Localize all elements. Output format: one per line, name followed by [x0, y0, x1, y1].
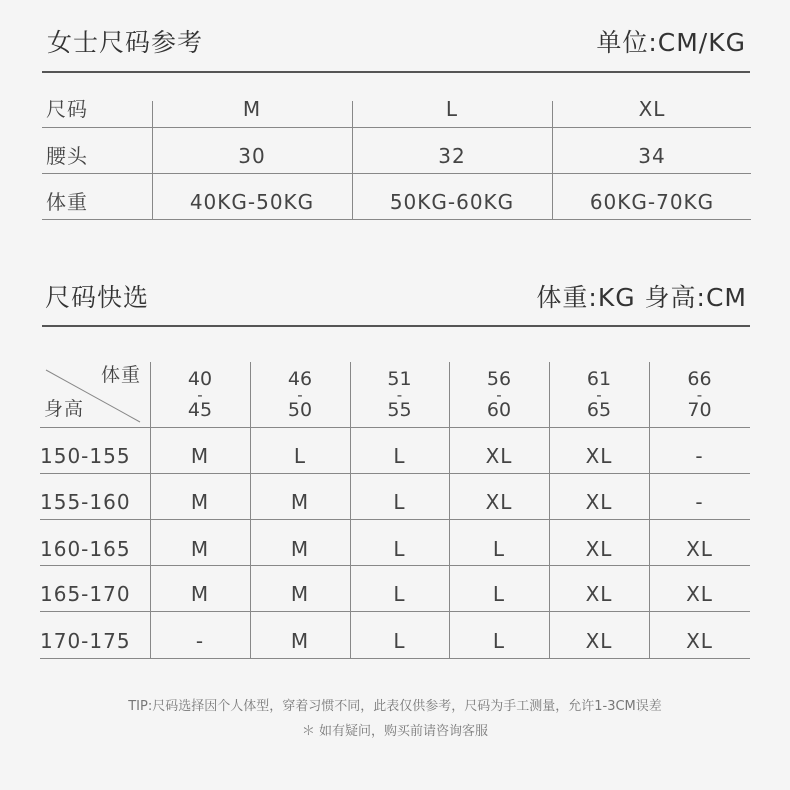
size-cell: L — [393, 490, 406, 514]
table-cell: 30 — [238, 144, 266, 168]
row-label: 腰头 — [46, 144, 88, 168]
column-header: XL — [638, 97, 666, 121]
unit-label: 单位:CM/KG — [596, 28, 746, 57]
table-cell: 40KG-50KG — [189, 190, 315, 214]
size-cell: XL — [585, 537, 613, 561]
table-cell: 50KG-60KG — [389, 190, 515, 214]
column-header: M — [242, 97, 262, 121]
section-divider — [42, 325, 750, 327]
weight-range-header: 51 - 55 — [387, 368, 412, 421]
table-cell: 34 — [638, 144, 666, 168]
size-cell: L — [293, 444, 307, 468]
size-cell: - — [195, 629, 205, 653]
table-cell: 60KG-70KG — [589, 190, 715, 214]
size-cell: L — [492, 629, 506, 653]
size-cell: XL — [585, 444, 613, 468]
size-cell: XL — [485, 444, 513, 468]
row-label: 体重 — [46, 190, 88, 214]
size-cell: L — [393, 629, 406, 653]
size-cell: L — [393, 444, 406, 468]
height-range-label: 165-170 — [40, 582, 131, 606]
size-cell: XL — [485, 490, 513, 514]
section-divider — [42, 71, 750, 73]
column-header: 尺码 — [46, 97, 88, 121]
height-range-label: 155-160 — [40, 490, 131, 514]
size-chart-title: 女士尺码参考 — [47, 28, 204, 57]
height-range-label: 160-165 — [40, 537, 131, 561]
table-cell: 32 — [438, 144, 466, 168]
unit-label: 体重:KG 身高:CM — [536, 283, 747, 312]
contact-note: ＊ 如有疑问，购买前请咨询客服 — [301, 724, 489, 739]
tip-text: TIP:尺码选择因个人体型，穿着习惯不同，此表仅供参考，尺码为手工测量，允许1-3CM误差 — [128, 699, 662, 714]
size-cell: XL — [585, 582, 613, 606]
weight-range-header: 61 - 65 — [586, 368, 612, 421]
size-cell: XL — [686, 582, 713, 606]
weight-range-header: 66 - 70 — [687, 368, 712, 421]
size-cell: XL — [585, 490, 613, 514]
height-range-label: 170-175 — [40, 629, 131, 653]
size-cell: XL — [585, 629, 613, 653]
size-cell: L — [492, 537, 506, 561]
size-cell: M — [190, 582, 210, 606]
size-cell: M — [290, 629, 310, 653]
corner-weight-label: 体重 — [101, 364, 142, 386]
column-header: L — [445, 97, 459, 121]
size-cell: M — [190, 537, 210, 561]
size-cell: M — [290, 537, 310, 561]
size-cell: XL — [686, 629, 713, 653]
size-cell: L — [492, 582, 506, 606]
corner-height-label: 身高 — [44, 398, 85, 420]
size-cell: - — [695, 490, 704, 514]
weight-range-header: 56 - 60 — [486, 368, 512, 421]
size-cell: L — [393, 537, 406, 561]
size-cell: XL — [686, 537, 713, 561]
height-range-label: 150-155 — [40, 444, 131, 468]
size-cell: M — [290, 490, 310, 514]
size-cell: L — [393, 582, 406, 606]
weight-range-header: 40 - 45 — [187, 368, 213, 421]
size-cell: M — [190, 444, 210, 468]
size-cell: M — [190, 490, 210, 514]
size-cell: - — [695, 444, 704, 468]
weight-range-header: 46 - 50 — [287, 368, 313, 421]
quick-select-title: 尺码快选 — [45, 283, 150, 312]
size-cell: M — [290, 582, 310, 606]
